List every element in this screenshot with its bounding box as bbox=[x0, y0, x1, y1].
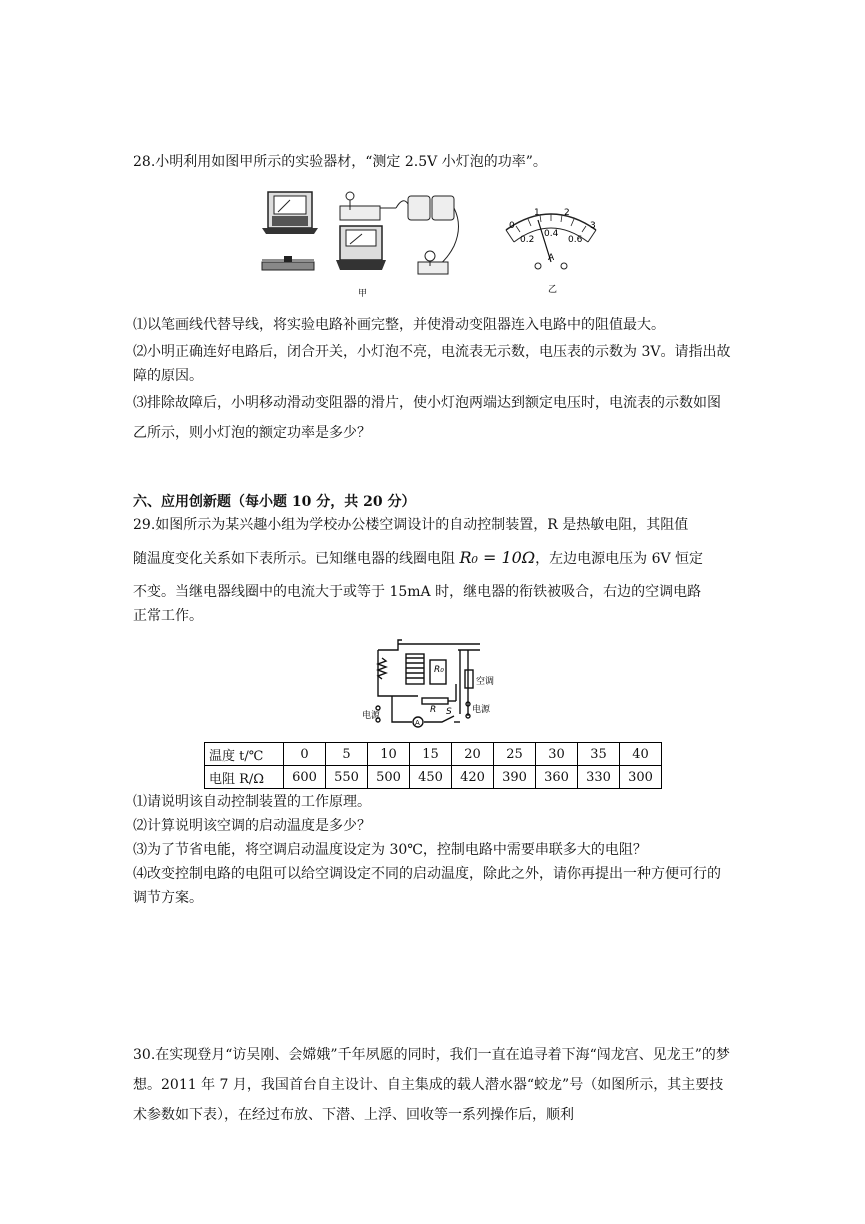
table-cell: 360 bbox=[536, 766, 578, 789]
fig-jia-label: 甲 bbox=[358, 289, 368, 299]
table-cell: 300 bbox=[620, 766, 662, 789]
lamp-icon bbox=[418, 251, 448, 274]
aircon-label: 空调 bbox=[476, 677, 495, 687]
table-header-temp: 温度 t/℃ bbox=[205, 743, 284, 766]
table-cell: 10 bbox=[368, 743, 410, 766]
voltmeter-icon bbox=[262, 192, 318, 234]
temperature-resistance-table bbox=[204, 742, 662, 789]
table-cell: 390 bbox=[494, 766, 536, 789]
table-cell: 15 bbox=[410, 743, 452, 766]
meter-subtick-1: 0.4 bbox=[544, 229, 559, 239]
r0-formula: R₀ = 10Ω bbox=[459, 548, 536, 567]
table-cell: 420 bbox=[452, 766, 494, 789]
table-cell: 450 bbox=[410, 766, 452, 789]
q28-figure-jia bbox=[258, 186, 470, 301]
q28-title: 28.小明利用如图甲所示的实验器材，“测定 2.5V 小灯泡的功率”。 bbox=[133, 154, 547, 170]
table-cell: 25 bbox=[494, 743, 536, 766]
q29-intro-line2 bbox=[133, 546, 703, 571]
q29-intro-line3: 不变。当继电器线圈中的电流大于或等于 15mA 时，继电器的衔铁被吸合，右边的空调电路 bbox=[133, 584, 702, 600]
r-label: R bbox=[430, 705, 437, 715]
section6-heading: 六、应用创新题（每小题 10 分，共 20 分） bbox=[133, 494, 416, 510]
meter-unit: A bbox=[548, 253, 555, 263]
q29-part1: ⑴请说明该自动控制装置的工作原理。 bbox=[133, 794, 371, 810]
q29-part3: ⑶为了节省电能，将空调启动温度设定为 30℃，控制电路中需要串联多大的电阻？ bbox=[133, 842, 647, 858]
switch-icon bbox=[340, 192, 396, 220]
table-cell: 0 bbox=[284, 743, 326, 766]
q29-intro-line2-a: 随温度变化关系如下表所示。已知继电器的线圈电阻 bbox=[133, 551, 460, 567]
q29-part2: ⑵计算说明该空调的启动温度是多少？ bbox=[133, 818, 371, 834]
table-cell: 20 bbox=[452, 743, 494, 766]
rheostat-icon bbox=[262, 256, 314, 270]
table-header-resistance: 电阻 R/Ω bbox=[205, 766, 284, 789]
source-left-label: 电源 bbox=[362, 711, 381, 721]
table-cell: 40 bbox=[620, 743, 662, 766]
meter-tick-3: 3 bbox=[590, 221, 596, 231]
meter-tick-1: 1 bbox=[534, 208, 540, 218]
q28-figure-yi bbox=[498, 200, 604, 300]
source-right-label: 电源 bbox=[472, 705, 491, 715]
r0-label: R₀ bbox=[434, 665, 444, 675]
battery-icon bbox=[396, 196, 459, 266]
q29-intro-line1: 29.如图所示为某兴趣小组为学校办公楼空调设计的自动控制装置，R 是热敏电阻，其阻值 bbox=[133, 517, 689, 533]
ammeter-icon bbox=[336, 226, 386, 270]
meter-subtick-2: 0.6 bbox=[568, 235, 583, 245]
table-row bbox=[205, 743, 662, 766]
meter-tick-2: 2 bbox=[564, 208, 570, 218]
q28-part1: ⑴以笔画线代替导线，将实验电路补画完整，并使滑动变阻器连入电路中的阻值最大。 bbox=[133, 317, 665, 333]
q29-intro-line4: 正常工作。 bbox=[133, 608, 203, 624]
table-cell: 550 bbox=[326, 766, 368, 789]
q29-circuit-diagram bbox=[362, 636, 502, 736]
table-cell: 35 bbox=[578, 743, 620, 766]
meter-subtick-0: 0.2 bbox=[520, 235, 535, 245]
ammeter-symbol: A bbox=[415, 719, 420, 727]
table-cell: 5 bbox=[326, 743, 368, 766]
switch-label: S bbox=[446, 707, 452, 717]
table-cell: 30 bbox=[536, 743, 578, 766]
fig-yi-label: 乙 bbox=[548, 285, 558, 295]
meter-tick-0: 0 bbox=[509, 221, 515, 231]
q29-intro-line2-b: ，左边电源电压为 6V 恒定 bbox=[535, 551, 704, 567]
q29-part4: ⑷改变控制电路的电阻可以给空调设定不同的启动温度，除此之外，请你再提出一种方便可行的调节方案。 bbox=[133, 866, 721, 906]
table-cell: 500 bbox=[368, 766, 410, 789]
table-cell: 600 bbox=[284, 766, 326, 789]
q28-part2: ⑵小明正确连好电路后，闭合开关，小灯泡不亮，电流表无示数，电压表的示数为 3V。请指出故障的原因。 bbox=[133, 344, 731, 384]
table-cell: 330 bbox=[578, 766, 620, 789]
q28-part3: ⑶排除故障后，小明移动滑动变阻器的滑片，使小灯泡两端达到额定电压时，电流表的示数如图乙所示，则小灯泡的额定功率是多少？ bbox=[133, 395, 721, 441]
table-row bbox=[205, 766, 662, 789]
q30-text: 30.在实现登月“访吴刚、会嫦娥”千年夙愿的同时，我们一直在追寻着下海“闯龙宫、见龙王”的梦想。2011 年 7 月，我国首台自主设计、自主集成的载人潜水器“蛟龙”号（如图所示，其主要技术参数如下表），在经过布放、下潜、上浮、回收等一系列操作后，顺利 bbox=[133, 1047, 730, 1123]
